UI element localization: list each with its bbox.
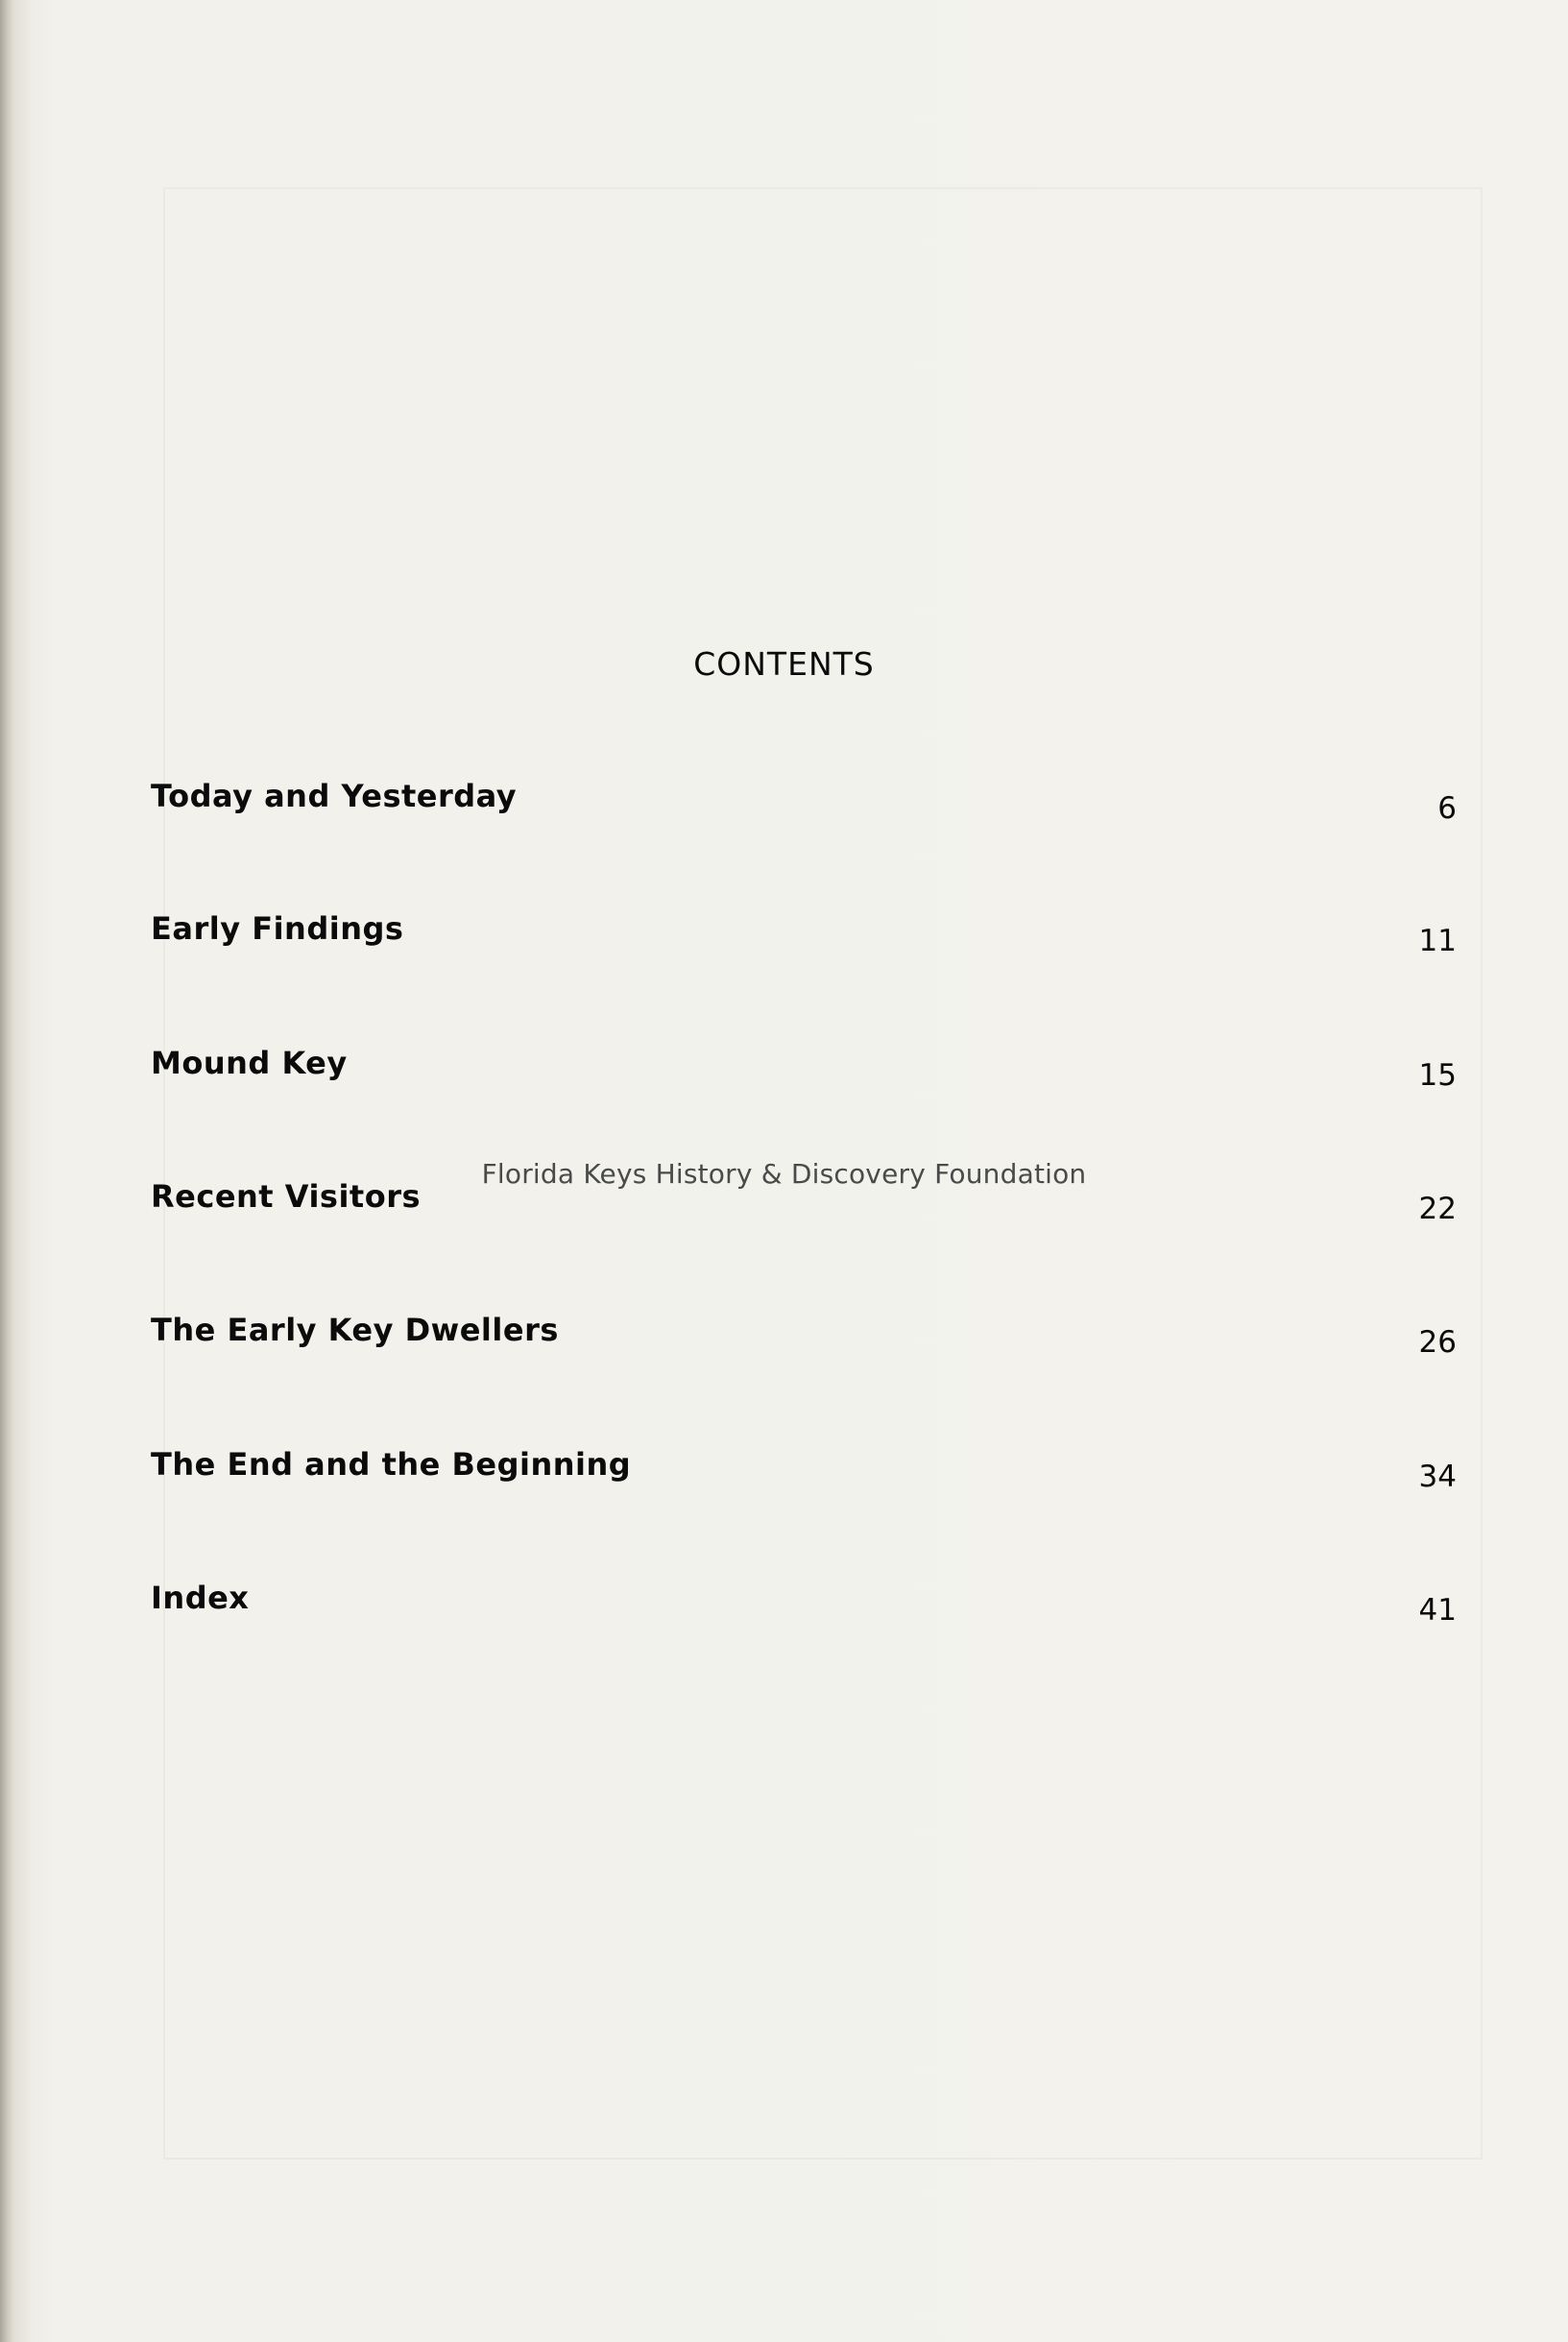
toc-entry-title: Early Findings: [151, 910, 404, 947]
toc-entry-title: Mound Key: [151, 1045, 348, 1081]
toc-entry-title: The Early Key Dwellers: [151, 1312, 559, 1348]
toc-entry: [151, 1045, 1457, 1102]
toc-entry-page: 22: [1418, 1192, 1457, 1226]
contents-heading: CONTENTS: [693, 645, 875, 683]
toc-entry: [151, 1446, 1457, 1504]
foundation-watermark: Florida Keys History & Discovery Foundation: [481, 1158, 1087, 1190]
toc-entry-title: Today and Yesterday: [151, 778, 518, 814]
toc-entry-page: 26: [1418, 1325, 1457, 1360]
toc-entry-page: 15: [1418, 1058, 1457, 1093]
toc-entry: [151, 1580, 1457, 1637]
toc-entry: [151, 778, 1457, 835]
toc-entry-title: Index: [151, 1580, 250, 1616]
toc-entry: [151, 910, 1457, 968]
toc-entry-page: 41: [1418, 1593, 1457, 1628]
toc-entry-page: 34: [1418, 1460, 1457, 1494]
toc-entry: [151, 1312, 1457, 1369]
toc-entry-page: 6: [1437, 791, 1457, 826]
toc-entry-title: Recent Visitors: [151, 1178, 422, 1215]
toc-entry-page: 11: [1418, 924, 1457, 958]
toc-entry-title: The End and the Beginning: [151, 1446, 632, 1483]
